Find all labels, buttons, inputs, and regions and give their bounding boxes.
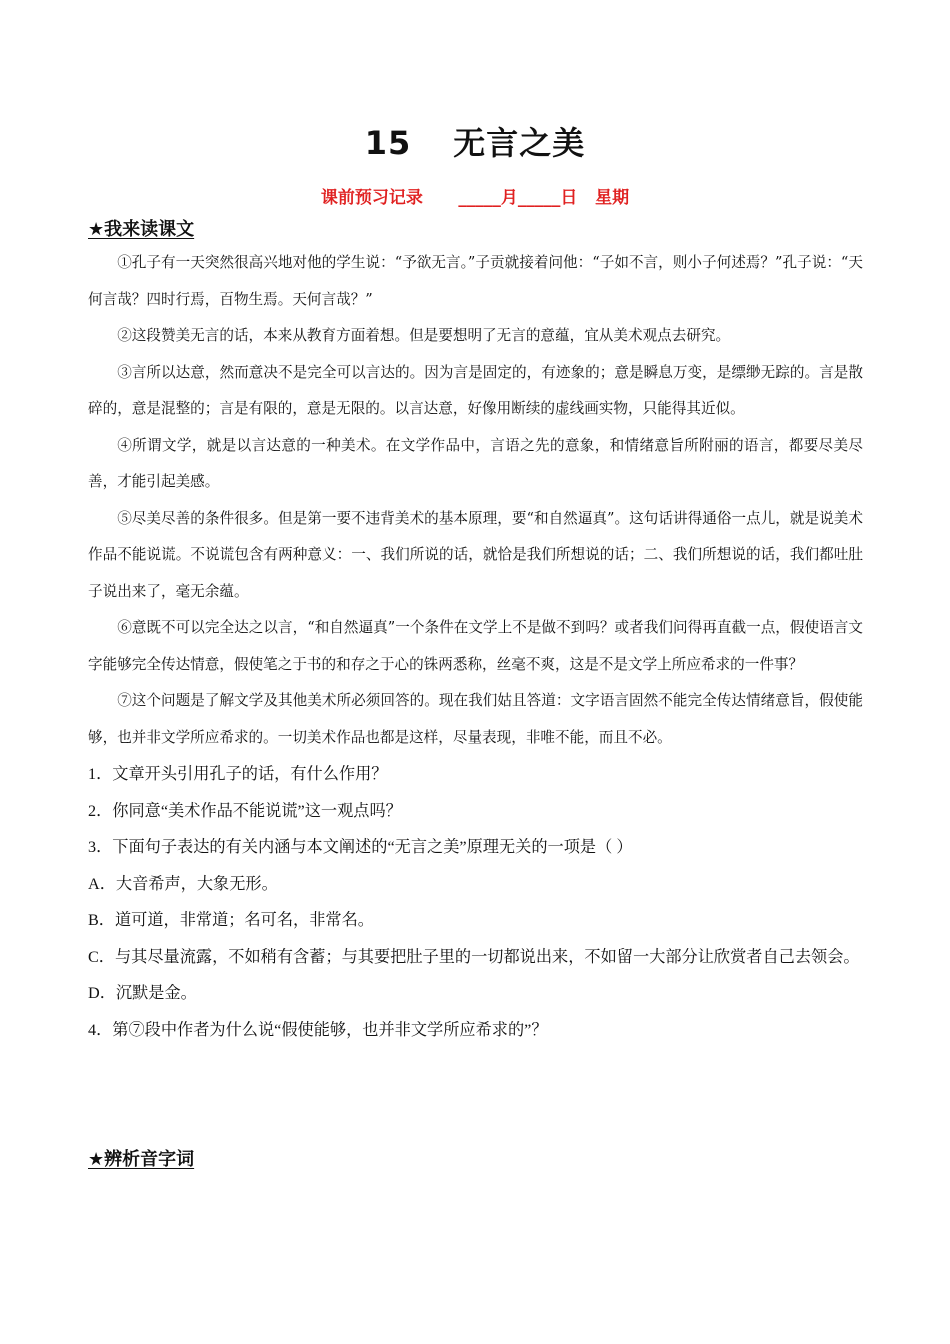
section-heading-reading: ★我来读课文	[88, 219, 195, 240]
lesson-title: 无言之美	[453, 124, 586, 162]
page-title	[0, 118, 950, 164]
paragraph-2: ②这段赞美无言的话，本来从教育方面着想。但是要想明了无言的意蕴，宜从美术观点去研究。	[117, 327, 731, 344]
option-a: A．大音希声，大象无形。	[88, 874, 278, 893]
option-d: D．沉默是金。	[88, 984, 197, 1002]
option-b: B．道可道，非常道；名可名，非常名。	[88, 911, 374, 929]
paragraph-6: ⑥意既不可以完全达之以言，“和自然逼真”一个条件在文学上不是做不到吗？或者我们问得再直截一点，假使语言文字能够完全传达情意，假使笔之于书的和存之于心的铢两悉称，丝毫不爽，这是不是文学上所应希求的一件事？	[88, 619, 863, 673]
paragraph-4: ④所谓文学，就是以言达意的一种美术。在文学作品中，言语之先的意象，和情绪意旨所附丽的语言，都要尽美尽善，才能引起美感。	[88, 436, 863, 490]
paragraph-5: ⑤尽美尽善的条件很多。但是第一要不违背美术的基本原理，要“和自然逼真”。这句话讲得通俗一点儿，就是说美术作品不能说谎。不说谎包含有两种意义：一、我们所说的话，就恰是我们所想说的话；二、我们所想说的话，我们都吐肚子说出来了，毫无余蕴。	[88, 509, 863, 600]
question-2: 2．你同意“美术作品不能说谎”这一观点吗？	[88, 801, 402, 820]
question-4: 4．第⑦段中作者为什么说“假使能够，也并非文学所应希求的”？	[88, 1020, 548, 1039]
preview-record-line: 课前预习记录 _____月_____日 星期	[320, 188, 630, 208]
paragraph-1: ①孔子有一天突然很高兴地对他的学生说：“予欲无言。”子贡就接着问他：“子如不言，则小子何述焉？”孔子说：“天何言哉？四时行焉，百物生焉。天何言哉？”	[88, 254, 863, 308]
lesson-number: 15	[364, 124, 412, 162]
paragraph-3: ③言所以达意，然而意决不是完全可以言达的。因为言是固定的，有迹象的；意是瞬息万变，是缥缈无踪的。言是散碎的，意是混整的；言是有限的，意是无限的。以言达意，好像用断续的虚线画实物，只能得其近似。	[88, 363, 863, 417]
question-3: 3．下面句子表达的有关内涵与本文阐述的“无言之美”原理无关的一项是（ ）	[88, 838, 633, 856]
reading-content	[88, 245, 863, 1048]
option-c: C．与其尽量流露，不如稍有含蓄；与其要把肚子里的一切都说出来，不如留一大部分让欣赏者自己去领会。	[88, 947, 860, 966]
section-heading-vocab: ★辨析音字词	[88, 1149, 195, 1170]
question-1: 1．文章开头引用孔子的话，有什么作用？	[88, 765, 388, 783]
paragraph-7: ⑦这个问题是了解文学及其他美术所必须回答的。现在我们姑且答道：文字语言固然不能完全传达情绪意旨，假使能够，也并非文学所应希求的。一切美术作品也都是这样，尽量表现，非唯不能，而且不必。	[88, 692, 863, 746]
